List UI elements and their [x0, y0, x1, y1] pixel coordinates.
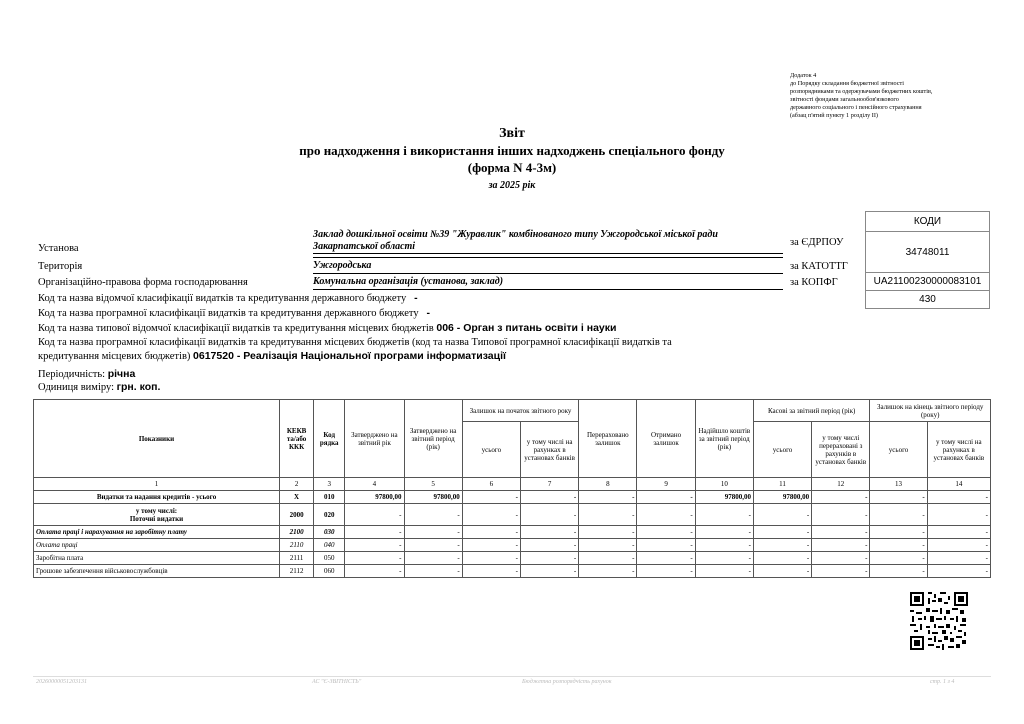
row-cell: - — [579, 491, 637, 504]
row-cell: 97800,00 — [345, 491, 404, 504]
column-number: 4 — [345, 478, 404, 491]
row-cell: - — [637, 504, 695, 526]
kopfg-value: 430 — [866, 291, 990, 309]
edrpou-label: за ЄДРПОУ — [790, 237, 844, 248]
edrpou-value: 34748011 — [866, 232, 990, 273]
qr-code-icon — [910, 592, 968, 650]
header-balance-start-total: усього — [462, 422, 520, 478]
row-cell: - — [345, 526, 404, 539]
row-name: Заробітна плата — [34, 552, 280, 565]
header-cash-banks: у тому числі перераховані з рахунків в установах банків — [812, 422, 870, 478]
column-number: 11 — [753, 478, 811, 491]
row-cell: - — [870, 504, 927, 526]
row-cell: - — [812, 504, 870, 526]
dept-classification-value: - — [414, 292, 418, 304]
row-name: Грошове забезпечення військовослужбовців — [34, 565, 280, 578]
row-cell: - — [927, 526, 990, 539]
row-cell: - — [345, 539, 404, 552]
local-classification-line1: Код та назва програмної класифікації видатків та кредитування місцевих бюджетів (код та назва Типової програмної класифікації видатків та — [38, 337, 672, 348]
row-cell: - — [695, 526, 753, 539]
territory-value: Ужгородська — [313, 260, 783, 274]
periodicity — [38, 368, 135, 380]
row-cell: - — [753, 565, 811, 578]
form-value: Комунальна організація (установа, заклад) — [313, 276, 783, 290]
row-cell: - — [462, 504, 520, 526]
header-balance-start-banks: у тому числі на рахунках в установах банків — [520, 422, 578, 478]
header-balance-end: Залишок на кінець звітного періоду (року) — [870, 400, 991, 422]
typical-classification-value: 006 - Орган з питань освіти і науки — [436, 322, 617, 334]
periodicity-label: Періодичність: — [38, 369, 106, 380]
row-cell: - — [927, 565, 990, 578]
row-cell: - — [870, 539, 927, 552]
row-name — [34, 504, 280, 526]
column-number: 3 — [314, 478, 345, 491]
institution-value — [313, 229, 783, 254]
row-cell: - — [695, 539, 753, 552]
header-balance-start: Залишок на початок звітного року — [462, 400, 578, 422]
row-name: Видатки та надання кредитів - усього — [34, 491, 280, 504]
row-code: 060 — [314, 565, 345, 578]
institution-line: Закарпатської області — [313, 241, 783, 254]
column-number: 8 — [579, 478, 637, 491]
annex-line: до Порядку складання бюджетної звітності — [790, 80, 904, 87]
row-cell: - — [579, 504, 637, 526]
row-cell: - — [462, 526, 520, 539]
column-number: 9 — [637, 478, 695, 491]
typical-classification — [38, 322, 616, 334]
row-code: 030 — [314, 526, 345, 539]
institution-underline — [313, 257, 783, 258]
row-cell: 97800,00 — [753, 491, 811, 504]
column-number: 13 — [870, 478, 927, 491]
row-cell: - — [579, 526, 637, 539]
row-kekv: 2100 — [280, 526, 314, 539]
footer-divider — [33, 676, 991, 677]
row-cell: - — [637, 526, 695, 539]
annex-note — [790, 72, 990, 120]
row-cell: - — [579, 552, 637, 565]
annex-line: (абзац п'ятий пункту 1 розділу II) — [790, 112, 878, 119]
report-period: за 2025 рік — [488, 180, 536, 191]
column-numbers-row — [34, 478, 991, 491]
report-table — [33, 399, 991, 578]
row-cell: - — [579, 539, 637, 552]
header-approved-year: Затверджено на звітний рік — [345, 400, 404, 478]
header-received: Надійшло коштів за звітний період (рік) — [695, 400, 753, 478]
header-received-balance: Отримано залишок — [637, 400, 695, 478]
row-cell: - — [695, 565, 753, 578]
column-number: 6 — [462, 478, 520, 491]
dept-classification — [38, 292, 418, 304]
row-cell: - — [462, 539, 520, 552]
header-kekv: КЕКВ та/або ККК — [280, 400, 314, 478]
row-cell: - — [404, 539, 462, 552]
row-kekv: 2110 — [280, 539, 314, 552]
annex-line: розпорядниками та одержувачами бюджетних коштів, — [790, 88, 933, 95]
row-code: 050 — [314, 552, 345, 565]
row-kekv: 2000 — [280, 504, 314, 526]
table-row — [34, 491, 991, 504]
column-number: 7 — [520, 478, 578, 491]
row-cell: - — [404, 504, 462, 526]
row-code: 040 — [314, 539, 345, 552]
row-code: 010 — [314, 491, 345, 504]
row-cell: 97800,00 — [404, 491, 462, 504]
row-cell: - — [927, 491, 990, 504]
report-form-number: (форма N 4-3м) — [467, 160, 557, 175]
table-row — [34, 565, 991, 578]
row-cell: - — [637, 491, 695, 504]
header-cash-total: усього — [753, 422, 811, 478]
row-cell: - — [870, 491, 927, 504]
row-cell: - — [462, 491, 520, 504]
row-name-main: Поточні видатки — [129, 514, 184, 523]
unit-value: грн. коп. — [116, 381, 161, 393]
header-transferred: Перераховано залишок — [579, 400, 637, 478]
local-classification-value: 0617520 - Реалізація Національної програми інформатизації — [193, 350, 506, 362]
katottg-value: UA21100230000083101 — [866, 273, 990, 291]
row-cell: - — [345, 565, 404, 578]
row-cell: - — [345, 504, 404, 526]
row-cell: - — [695, 552, 753, 565]
row-cell: - — [462, 565, 520, 578]
typical-classification-label: Код та назва типової відомчої класифікації видатків та кредитування місцевих бюджетів — [38, 323, 434, 334]
column-number: 5 — [404, 478, 462, 491]
footer-system: АС "Є-ЗВІТНІСТЬ" — [312, 679, 362, 685]
row-cell: - — [637, 552, 695, 565]
row-code: 020 — [314, 504, 345, 526]
codes-table — [865, 211, 990, 309]
row-cell: - — [404, 552, 462, 565]
row-cell: - — [520, 491, 578, 504]
row-cell: - — [753, 539, 811, 552]
prog-classification-value: - — [426, 307, 430, 319]
prog-classification-label: Код та назва програмної класифікації видатків та кредитування державного бюджету — [38, 308, 419, 319]
table-row — [34, 504, 991, 526]
row-kekv: X — [280, 491, 314, 504]
header-balance-end-total: усього — [870, 422, 927, 478]
column-number: 10 — [695, 478, 753, 491]
row-cell: - — [520, 539, 578, 552]
annex-line: державного соціального і пенсійного страхування — [790, 104, 922, 111]
local-classification — [38, 350, 506, 362]
row-cell: - — [404, 565, 462, 578]
territory-label: Територія — [38, 261, 83, 272]
row-kekv: 2112 — [280, 565, 314, 578]
row-kekv: 2111 — [280, 552, 314, 565]
header-cash: Касові за звітний період (рік) — [753, 400, 869, 422]
row-cell: - — [462, 552, 520, 565]
row-name-prefix: у тому числі: — [135, 506, 178, 515]
row-cell: - — [812, 526, 870, 539]
annex-line: Додаток 4 — [790, 72, 817, 79]
annex-line: звітності фондами загальнообов'язкового — [790, 96, 899, 103]
footer-doc-id: 20260000051203131 — [36, 679, 87, 685]
row-cell: - — [870, 565, 927, 578]
unit — [38, 381, 160, 393]
periodicity-value: річна — [107, 368, 136, 380]
column-number: 2 — [280, 478, 314, 491]
dept-classification-label: Код та назва відомчої класифікації видатків та кредитування державного бюджету — [38, 293, 407, 304]
header-approved-period: Затверджено на звітний період (рік) — [404, 400, 462, 478]
report-title: Звіт — [499, 126, 525, 141]
row-cell: - — [812, 552, 870, 565]
column-number: 12 — [812, 478, 870, 491]
row-name: Оплата праці і нарахування на заробітну плату — [34, 526, 280, 539]
header-row-code: Код рядка — [314, 400, 345, 478]
table-row — [34, 539, 991, 552]
row-cell: - — [404, 526, 462, 539]
row-cell: - — [520, 504, 578, 526]
report-subtitle: про надходження і використання інших надходжень спеціального фонду — [299, 143, 725, 158]
row-name: Оплата праці — [34, 539, 280, 552]
form-label: Організаційно-правова форма господарювання — [38, 277, 248, 288]
codes-header: КОДИ — [866, 212, 990, 232]
row-cell: - — [812, 491, 870, 504]
row-cell: - — [927, 552, 990, 565]
row-cell: - — [579, 565, 637, 578]
table-row — [34, 552, 991, 565]
prog-classification — [38, 307, 430, 319]
table-row — [34, 526, 991, 539]
header-indicators: Показники — [34, 400, 280, 478]
row-cell: - — [753, 504, 811, 526]
row-cell: - — [520, 565, 578, 578]
institution-label: Установа — [38, 243, 79, 254]
local-classification-label: кредитування місцевих бюджетів) — [38, 351, 191, 362]
row-cell: - — [520, 526, 578, 539]
column-number: 14 — [927, 478, 990, 491]
row-cell: - — [812, 565, 870, 578]
kopfg-label: за КОПФГ — [790, 277, 838, 288]
row-cell: - — [870, 552, 927, 565]
row-cell: - — [812, 539, 870, 552]
row-cell: - — [927, 539, 990, 552]
row-cell: - — [345, 552, 404, 565]
unit-label: Одиниця виміру: — [38, 382, 114, 393]
row-cell: - — [637, 539, 695, 552]
row-cell: - — [520, 552, 578, 565]
katottg-label: за КАТОТТГ — [790, 261, 848, 272]
row-cell: - — [870, 526, 927, 539]
row-cell: - — [927, 504, 990, 526]
header-balance-end-banks: у тому числі на рахунках в установах банків — [927, 422, 990, 478]
row-cell: - — [637, 565, 695, 578]
row-cell: - — [753, 552, 811, 565]
row-cell: 97800,00 — [695, 491, 753, 504]
institution-line: Заклад дошкільної освіти №39 "Журавлик" комбінованого типу Ужгородської міської ради — [313, 229, 718, 240]
row-cell: - — [753, 526, 811, 539]
footer-page: стр. 1 з 4 — [930, 679, 955, 685]
footer-note: Бюджетна розпорядчість рахунок — [522, 679, 612, 685]
column-number: 1 — [34, 478, 280, 491]
row-cell: - — [695, 504, 753, 526]
